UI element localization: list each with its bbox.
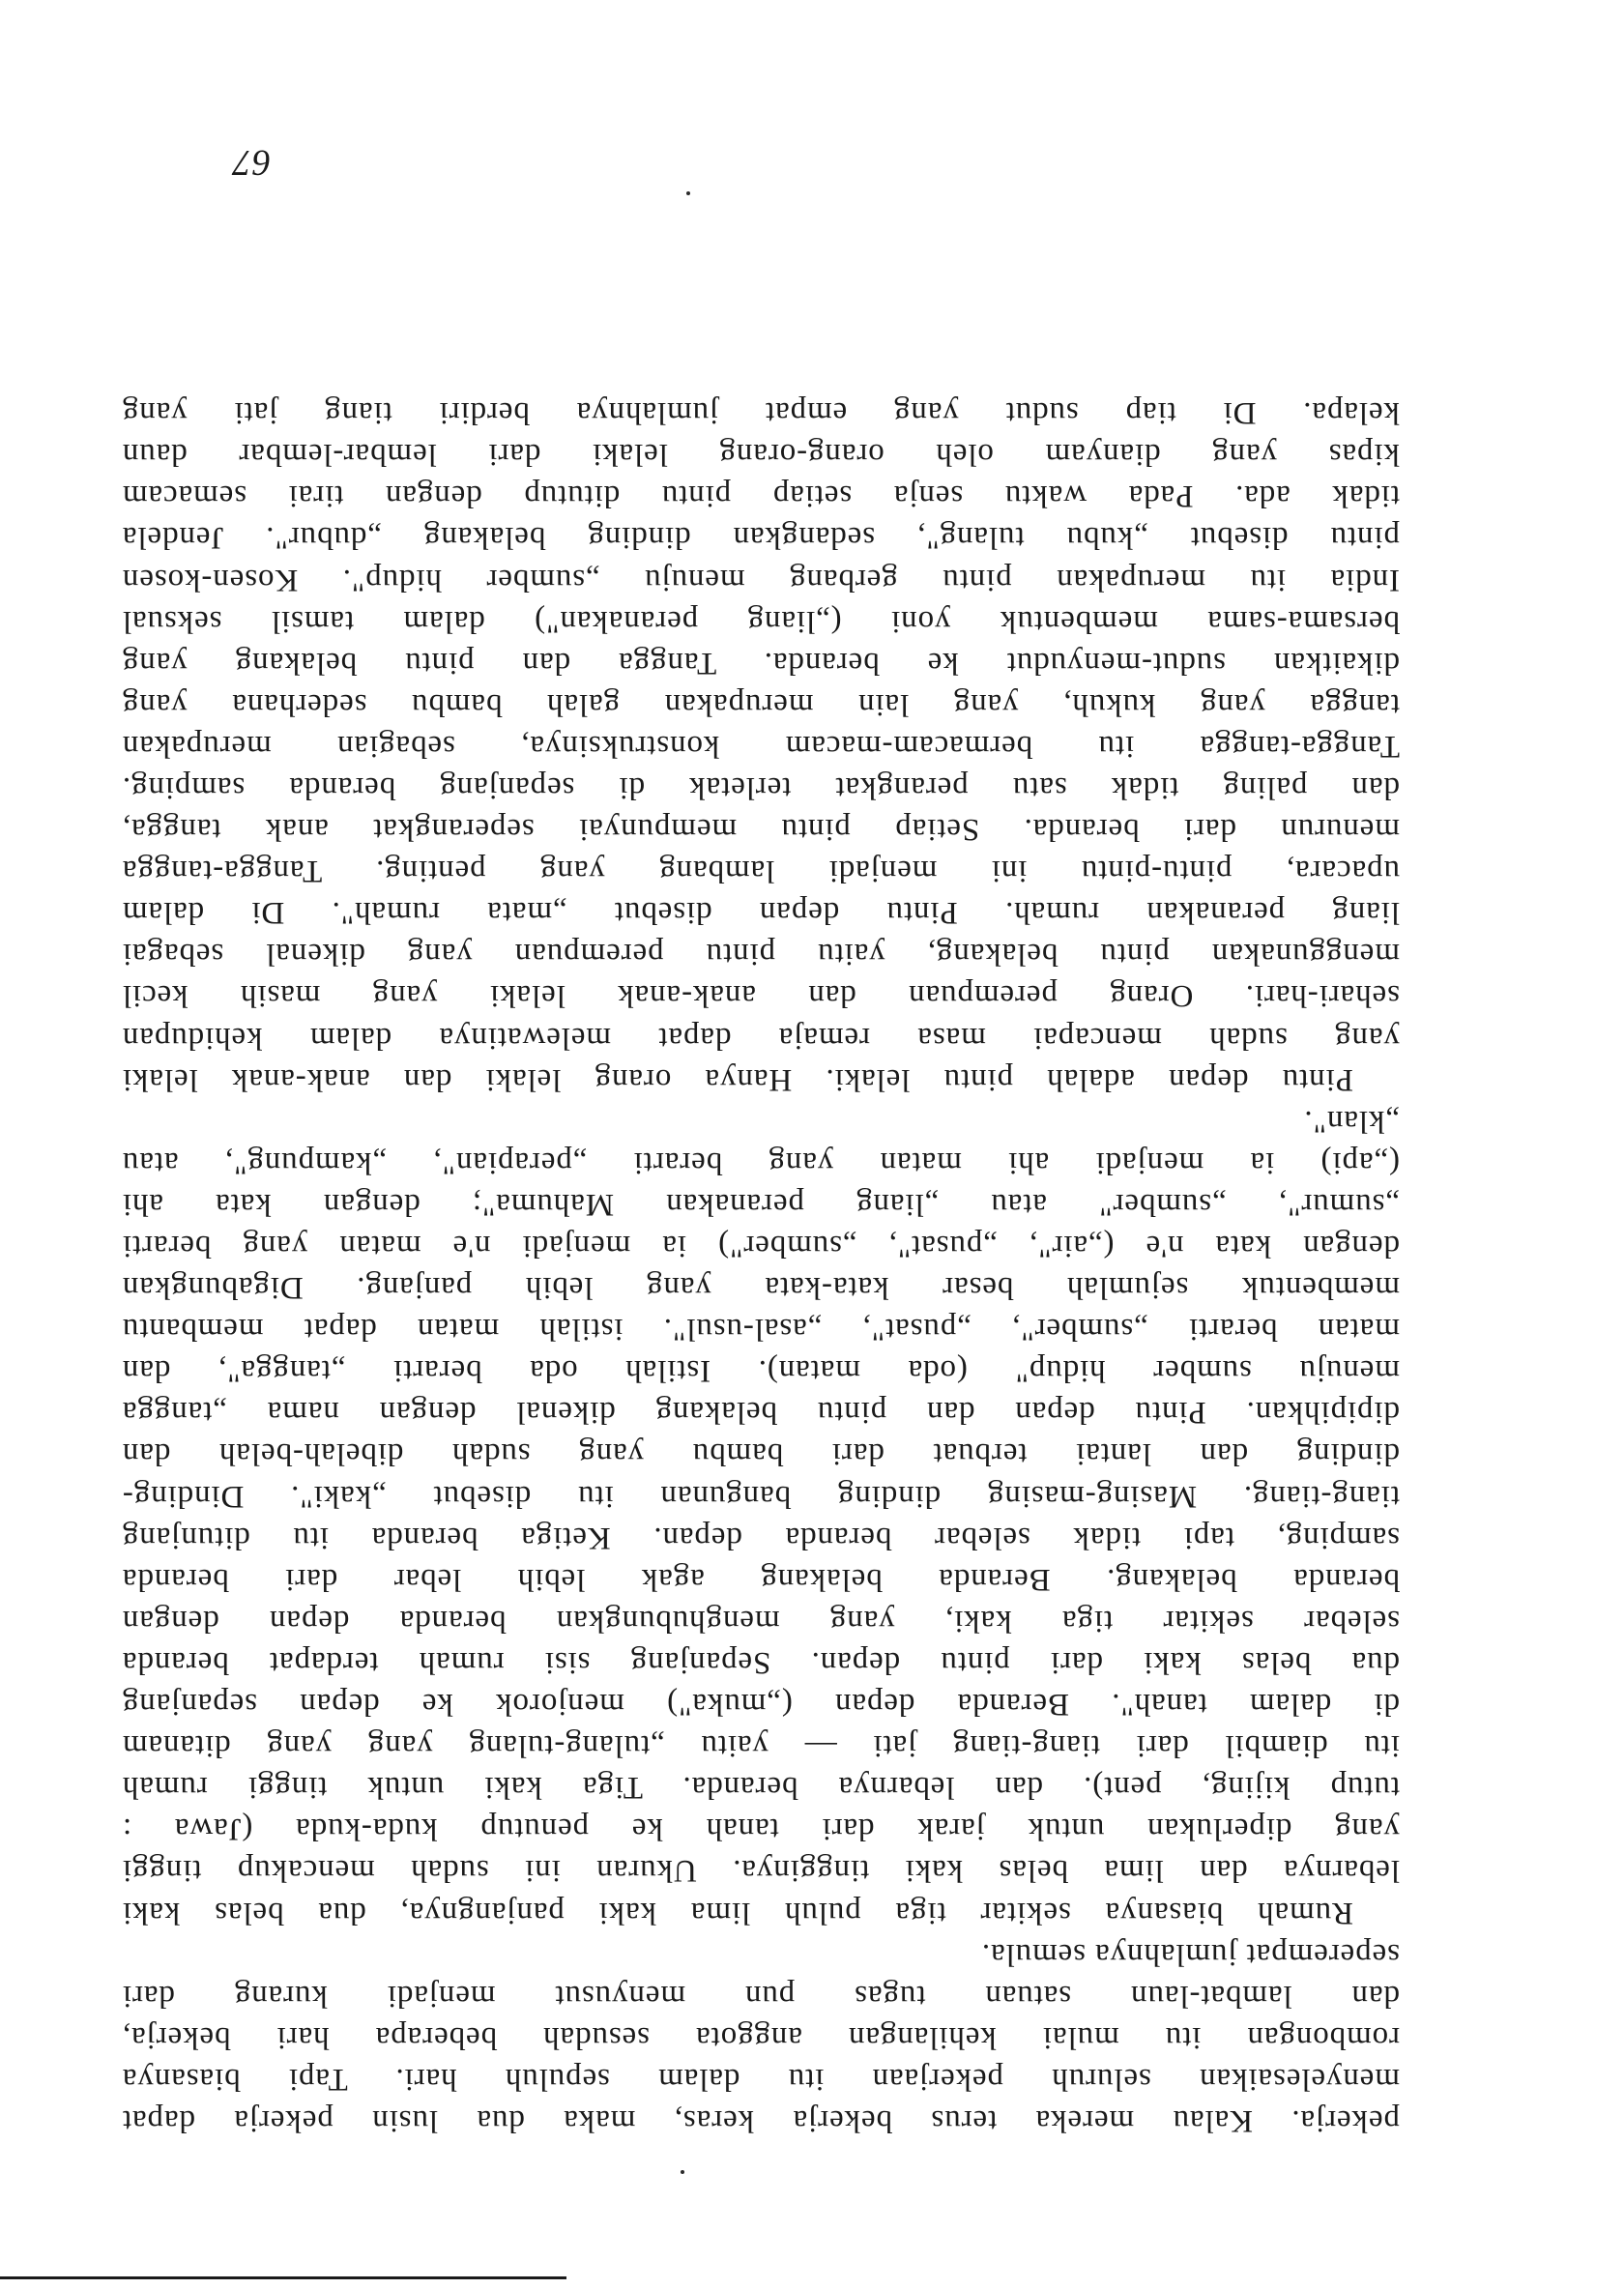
text-line: itu diambil dari tiang-tiang jati — yaitu „tulang-tulang yang yang ditanam xyxy=(122,1728,1400,1764)
text-line: tangga yang kukuh, yang lain merupakan galah bambu sederhana yang xyxy=(122,686,1400,722)
text-line: seperempat jumlahnya semula. xyxy=(981,1936,1400,1972)
text-line: dipipihkan. Pintu depan dan pintu belakang dikenal dengan nama „tangga xyxy=(122,1395,1400,1431)
text-line: beranda belakang. Beranda belakang agak lebih lebar dari beranda xyxy=(122,1561,1400,1597)
text-line: selebar sekitar tiga kaki, yang menghubungkan beranda depan dengan xyxy=(122,1603,1400,1638)
text-line: tutup kijing, pent). dan lebarnya beranda. Tiga kaki untuk tinggi rumah xyxy=(122,1770,1400,1806)
text-line: pintu disebut „kubu tulang", sedangkan dinding belakang „dubur". Jendela xyxy=(122,520,1400,556)
text-line: menyelesaikan seluruh pekerjaan itu dalam sepuluh hari. Tapi biasanya xyxy=(122,2061,1400,2097)
text-line: dikaitkan sudut-menyudut ke beranda. Tangga dan pintu belakang yang xyxy=(122,645,1400,681)
text-line: Tangga-tangga itu bermacam-macam konstruksinya, sebagian merupakan xyxy=(122,728,1400,764)
text-line: dua belas kaki dari pintu depan. Sepanjang sisi rumah terdapat beranda xyxy=(122,1644,1400,1680)
scan-speck xyxy=(681,2170,684,2174)
text-line: tidak ada. Pada waktu senja setiap pintu ditutup dengan tirai semacam xyxy=(122,478,1400,514)
text-line: dinding dan lantai terbuat dari bambu yang sudah dibelah-belah dan xyxy=(122,1436,1400,1472)
text-line: kipas yang dianyam oleh orang-orang lelaki dari lembar-lembar daun xyxy=(122,437,1400,473)
text-line: kelapa. Di tiap sudut yang empat jumlahnya berdiri tiang jati yang xyxy=(122,395,1400,431)
text-line: membentuk sejumlah besar kata-kata yang lebih panjang. Digabungkan xyxy=(122,1270,1400,1306)
text-line: menuju sumber hidup" (oda matan). Istilah oda berarti „tangga", dan xyxy=(122,1353,1400,1389)
scan-speck xyxy=(686,191,690,195)
text-line: pekerja. Kalau mereka terus bekerja keras, maka dua lusin pekerja dapat xyxy=(122,2103,1400,2138)
text-line: yang diperlukan untuk jarak dari tanah ke penutup kuda-kuda (Jawa : xyxy=(122,1811,1400,1847)
text-line: lebarnya dan lima belas kaki tingginya. Ukuran ini sudah mencakup tinggi xyxy=(122,1853,1400,1889)
text-line: sehari-hari. Orang perempuan dan anak-anak lelaki yang masih kecil xyxy=(122,978,1400,1014)
text-line: menggunakan pintu belakang, yaitu pintu perempuan yang dikenal sebagai xyxy=(122,937,1400,972)
text-line: dengan kata n'e („air", „pusat", „sumber") ia menjadi n'e matan yang berarti xyxy=(122,1229,1400,1264)
text-line: tiang-tiang. Masing-masing dinding bangunan itu disebut „kaki". Dinding- xyxy=(122,1478,1400,1514)
text-line: dan paling tidak satu perangkat terletak di sepanjang beranda samping. xyxy=(122,770,1400,805)
body-text xyxy=(122,391,1400,2141)
text-line: liang peranakan rumah. Pintu depan disebut „mata rumah". Di dalam xyxy=(122,895,1400,931)
text-line: samping, tapi tidak selebar beranda depan. Ketiga beranda itu ditunjang xyxy=(122,1520,1400,1555)
text-line: India itu merupakan pintu gerbang menuju „sumber hidup". Kosen-kosen xyxy=(122,562,1400,597)
text-line: bersama-sama membentuk yoni („liang peranakan") dalam tamsil seksual xyxy=(122,603,1400,639)
paragraph-start-line: Rumah biasanya sekitar tiga puluh lima kaki panjangnya, dua belas kaki xyxy=(122,1895,1353,1930)
paragraph-start-line: Pintu depan adalah pintu lelaki. Hanya orang lelaki dan anak-anak lelaki xyxy=(122,1061,1353,1097)
text-line: upacara, pintu-pintu ini menjadi lambang yang penting. Tangga-tangga xyxy=(122,854,1400,889)
text-line: rombongan itu mulai kehilangan anggota sesudah beberapa hari bekerja, xyxy=(122,2019,1400,2055)
scan-edge-rule xyxy=(0,2276,566,2279)
text-line: di dalam tanah". Beranda depan („muka") menjorok ke depan sepanjang xyxy=(122,1687,1400,1723)
text-line: „sumur", „sumber" atau „liang peranakan Mahuma"; dengan kata ahi xyxy=(122,1186,1400,1222)
text-line: matan berarti „sumber", „pusat", „asal-usul". istilah matan dapat membantu xyxy=(122,1312,1400,1347)
text-line: „klan". xyxy=(1303,1103,1400,1139)
text-line: yang sudah mencapai masa remaja dapat melewatinya dalam kehidupan xyxy=(122,1020,1400,1056)
page-number: 67 xyxy=(232,142,271,183)
text-line: („api) ia menjadi ahi matan yang berarti „perapian", „kampung", atau xyxy=(122,1144,1400,1180)
text-line: dan lambat-laun satuan tugas pun menyusut menjadi kurang dari xyxy=(122,1978,1400,2014)
text-line: menurun dari beranda. Setiap pintu mempunyai seperangkat anak tangga, xyxy=(122,812,1400,848)
